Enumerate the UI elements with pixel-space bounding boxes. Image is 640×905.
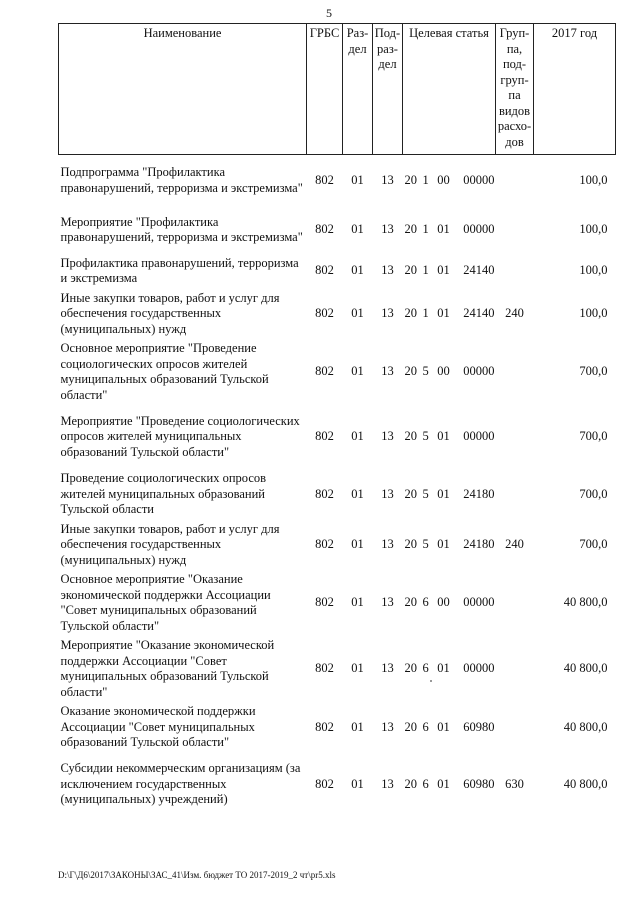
row-expense-group <box>496 405 534 469</box>
table-row <box>59 702 616 753</box>
row-expense-group <box>496 469 534 520</box>
target-article-part: 24140 <box>463 263 495 278</box>
target-article-part: 01 <box>437 661 450 676</box>
row-amount: 100,0 <box>579 306 608 320</box>
target-article-part: 1 <box>422 306 429 320</box>
scan-speck <box>430 680 432 682</box>
row-razdel: 01 <box>351 776 364 791</box>
target-article-part: 20 <box>404 429 417 444</box>
target-article-part: 01 <box>437 429 450 444</box>
header-name: Наименование <box>59 24 307 155</box>
row-razdel: 01 <box>351 173 364 187</box>
row-name: Иные закупки товаров, работ и услуг для обеспечения государственных (муниципальных) нужд <box>60 521 280 567</box>
row-razdel: 01 <box>351 429 364 444</box>
target-article-part: 20 <box>404 537 417 551</box>
target-article-part: 20 <box>404 719 417 734</box>
row-amount: 700,0 <box>579 537 608 551</box>
target-article-part: 20 <box>404 776 417 791</box>
page-number: 5 <box>326 6 332 20</box>
row-amount: 100,0 <box>579 222 608 237</box>
target-article-part: 5 <box>422 364 429 379</box>
row-expense-group <box>496 254 534 289</box>
row-name: Подпрограмма "Профилактика правонарушений, терроризма и экстремизма" <box>60 165 303 195</box>
file-path-footer: D:\Г\Д6\2017\ЗАКОНЫ\ЗАС_41\Изм. бюджет ТО 2017-2019_2 чт\pr5.xls <box>58 870 336 880</box>
target-article-part: 6 <box>422 719 429 734</box>
row-target-article <box>403 254 496 289</box>
row-expense-group <box>496 636 534 702</box>
row-podrazdel: 13 <box>381 429 394 444</box>
row-target-article <box>403 636 496 702</box>
target-article-part: 5 <box>422 429 429 444</box>
row-grbs: 802 <box>315 173 334 187</box>
target-article-part: 20 <box>404 306 417 320</box>
target-article-part: 1 <box>422 173 429 187</box>
table-row <box>59 289 616 340</box>
target-article-part: 20 <box>404 595 417 610</box>
row-target-article <box>403 469 496 520</box>
row-amount: 40 800,0 <box>563 719 608 734</box>
row-expense-group <box>496 339 534 405</box>
target-article-part: 00000 <box>463 222 495 237</box>
row-grbs: 802 <box>315 222 334 237</box>
row-amount: 40 800,0 <box>563 661 608 676</box>
row-target-article <box>403 339 496 405</box>
table-row <box>59 207 616 254</box>
target-article-part: 60980 <box>463 719 495 734</box>
target-article-part: 24180 <box>463 486 495 501</box>
target-article-part: 01 <box>437 776 450 791</box>
row-expense-group: 240 <box>505 306 524 320</box>
row-razdel: 01 <box>351 364 364 379</box>
table-row <box>59 469 616 520</box>
target-article-part: 01 <box>437 263 450 278</box>
target-article-part: 20 <box>404 486 417 501</box>
table-row <box>59 753 616 817</box>
target-article-part: 00000 <box>463 661 495 676</box>
row-grbs: 802 <box>315 429 334 444</box>
target-article-part: 5 <box>422 486 429 501</box>
row-grbs: 802 <box>315 537 334 551</box>
table-row <box>59 254 616 289</box>
row-amount: 40 800,0 <box>563 595 608 610</box>
header-podrazdel: Под- раз- дел <box>373 24 403 155</box>
row-amount: 700,0 <box>579 429 608 444</box>
table-row <box>59 339 616 405</box>
row-target-article <box>403 289 496 340</box>
row-razdel: 01 <box>351 661 364 676</box>
row-podrazdel: 13 <box>381 173 394 187</box>
target-article-part: 20 <box>404 661 417 676</box>
target-article-part: 5 <box>422 537 429 551</box>
target-article-part: 1 <box>422 222 429 237</box>
header-year-2017: 2017 год <box>534 24 616 155</box>
row-podrazdel: 13 <box>381 306 394 320</box>
row-target-article <box>403 207 496 254</box>
table-row <box>59 155 616 207</box>
target-article-part: 24180 <box>463 537 495 551</box>
row-grbs: 802 <box>315 595 334 610</box>
row-name: Оказание экономической поддержки Ассоциации "Совет муниципальных образований Тульской области" <box>60 704 256 749</box>
row-grbs: 802 <box>315 306 334 320</box>
table-row <box>59 405 616 469</box>
row-razdel: 01 <box>351 222 364 237</box>
target-article-part: 00 <box>437 364 450 379</box>
row-podrazdel: 13 <box>381 263 394 278</box>
row-target-article <box>403 155 496 207</box>
table-row <box>59 636 616 702</box>
target-article-part: 00000 <box>463 364 495 379</box>
header-target-article: Целевая статья <box>403 24 496 155</box>
row-name: Иные закупки товаров, работ и услуг для обеспечения государственных (муниципальных) нужд <box>60 290 280 336</box>
row-name: Субсидии некоммерческим организациям (за исключением государственных (муниципальных) учреждений) <box>60 761 301 807</box>
target-article-part: 1 <box>422 263 429 278</box>
row-razdel: 01 <box>351 263 364 278</box>
row-razdel: 01 <box>351 306 364 320</box>
target-article-part: 00000 <box>463 173 495 187</box>
target-article-part: 6 <box>422 595 429 610</box>
row-podrazdel: 13 <box>381 661 394 676</box>
row-grbs: 802 <box>315 661 334 676</box>
row-expense-group <box>496 702 534 753</box>
row-podrazdel: 13 <box>381 486 394 501</box>
row-podrazdel: 13 <box>381 719 394 734</box>
row-grbs: 802 <box>315 719 334 734</box>
row-grbs: 802 <box>315 776 334 791</box>
row-podrazdel: 13 <box>381 595 394 610</box>
row-amount: 40 800,0 <box>563 776 608 791</box>
budget-table <box>58 23 616 817</box>
row-name: Основное мероприятие "Проведение социологических опросов жителей муниципальных образований Тульской области" <box>60 341 269 402</box>
row-name: Проведение социологических опросов жителей муниципальных образований Тульской области <box>60 471 267 516</box>
row-expense-group <box>496 207 534 254</box>
target-article-part: 20 <box>404 222 417 237</box>
row-name: Мероприятие "Оказание экономической поддержки Ассоциации "Совет муниципальных образований Тульской области" <box>60 638 275 699</box>
table-body <box>59 155 616 817</box>
row-razdel: 01 <box>351 595 364 610</box>
row-expense-group <box>496 155 534 207</box>
target-article-part: 20 <box>404 364 417 379</box>
target-article-part: 20 <box>404 263 417 278</box>
target-article-part: 00000 <box>463 595 495 610</box>
row-target-article <box>403 702 496 753</box>
row-name: Основное мероприятие "Оказание экономической поддержки Ассоциации "Совет муниципальных образований Тульской области" <box>60 572 271 633</box>
row-amount: 700,0 <box>579 364 608 379</box>
target-article-part: 20 <box>404 173 417 187</box>
target-article-part: 6 <box>422 661 429 676</box>
row-razdel: 01 <box>351 486 364 501</box>
row-grbs: 802 <box>315 263 334 278</box>
target-article-part: 01 <box>437 486 450 501</box>
header-grbs: ГРБС <box>307 24 343 155</box>
row-podrazdel: 13 <box>381 537 394 551</box>
row-expense-group: 630 <box>505 776 524 791</box>
row-name: Мероприятие "Профилактика правонарушений, терроризма и экстремизма" <box>60 214 303 244</box>
target-article-part: 01 <box>437 537 450 551</box>
table-row <box>59 520 616 571</box>
row-expense-group <box>496 570 534 636</box>
row-grbs: 802 <box>315 486 334 501</box>
row-podrazdel: 13 <box>381 776 394 791</box>
target-article-part: 60980 <box>463 776 495 791</box>
row-target-article <box>403 405 496 469</box>
row-name: Профилактика правонарушений, терроризма и экстремизма <box>60 255 299 285</box>
row-target-article <box>403 570 496 636</box>
target-article-part: 01 <box>437 719 450 734</box>
row-razdel: 01 <box>351 537 364 551</box>
row-podrazdel: 13 <box>381 364 394 379</box>
row-amount: 100,0 <box>579 263 608 278</box>
table-row <box>59 570 616 636</box>
target-article-part: 6 <box>422 776 429 791</box>
header-razdel: Раз- дел <box>343 24 373 155</box>
row-razdel: 01 <box>351 719 364 734</box>
row-grbs: 802 <box>315 364 334 379</box>
row-expense-group: 240 <box>505 537 524 551</box>
row-target-article <box>403 753 496 817</box>
row-name: Мероприятие "Проведение социологических опросов жителей муниципальных образований Тульской области" <box>60 413 300 459</box>
target-article-part: 00000 <box>463 429 495 444</box>
row-amount: 700,0 <box>579 486 608 501</box>
target-article-part: 24140 <box>463 306 495 320</box>
target-article-part: 01 <box>437 222 450 237</box>
row-target-article <box>403 520 496 571</box>
table-header-row <box>59 24 616 155</box>
row-amount: 100,0 <box>579 173 608 187</box>
target-article-part: 00 <box>437 595 450 610</box>
row-podrazdel: 13 <box>381 222 394 237</box>
target-article-part: 00 <box>437 173 450 187</box>
target-article-part: 01 <box>437 306 450 320</box>
header-expense-group: Груп- па, под- груп- па видов расхо- дов <box>496 24 534 155</box>
